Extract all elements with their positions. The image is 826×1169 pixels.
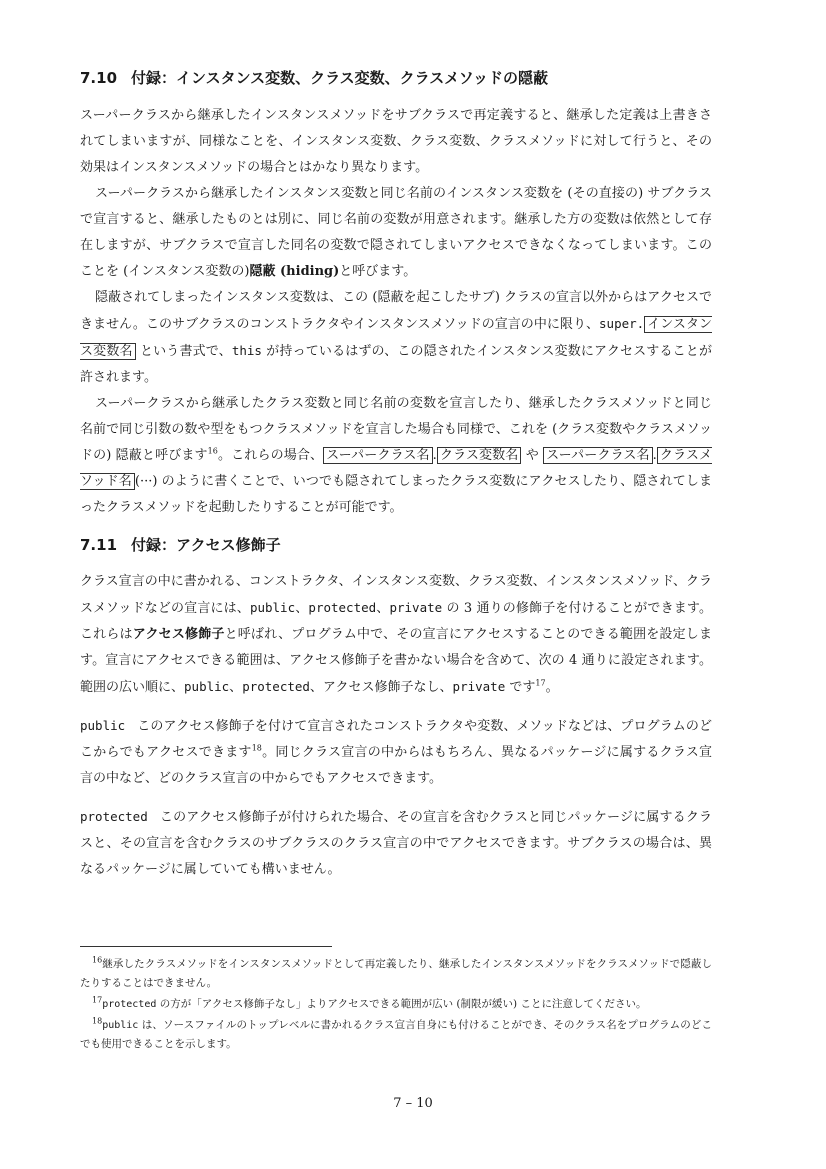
footnote-text: の方が「アクセス修飾子なし」よりアクセスできる範囲が広い (制限が緩い) ことに注意してください。	[156, 998, 647, 1010]
footnote-text: 継承したクラスメソッドをインスタンスメソッドとして再定義したり、継承したインスタンスメソッドをクラスメソッドで隠蔽したりすることはできません。	[80, 958, 712, 989]
text: 、アクセス修飾子なし、	[309, 680, 453, 695]
text: スーパークラスから継承したインスタンス変数と同じ名前のインスタンス変数を (その直接の) サブクラスで宣言すると、継承したものとは別に、同じ名前の変数が用意されます。継承した方の変数は依然として存在しますが、サブクラスで宣言した同名の変数で隠されてしまいアクセスできなくなってしまいます。このことを (インスタンス変数の)	[80, 186, 712, 279]
text: スーパークラスから継承したインスタンスメソッドをサブクラスで再定義すると、継承した定義は上書きされてしまいますが、同様なことを、インスタンス変数、クラス変数、クラスメソッドに対して行うと、その効果はインスタンスメソッドの場合とはかなり異なります。	[80, 108, 712, 175]
paragraph-4	[80, 391, 712, 521]
dot: .	[432, 448, 437, 463]
paragraph-3	[80, 285, 712, 391]
code-this: this	[231, 343, 262, 358]
code-private: private	[452, 679, 506, 694]
footnote-code: protected	[102, 999, 157, 1010]
section-number: 7.11	[80, 536, 118, 554]
footnotes	[80, 946, 712, 1056]
page-body	[80, 66, 712, 883]
paragraph-5	[80, 569, 712, 701]
page-number: 7 – 10	[393, 1096, 433, 1111]
boxed-placeholder: スーパークラス名	[323, 447, 432, 464]
section-7-11	[80, 533, 712, 883]
footnote-ref: 17	[535, 678, 546, 688]
footnote-17	[80, 995, 712, 1014]
text: スーパークラスから継承したクラス変数と同じ名前の変数を宣言したり、継承したクラスメソッドと同じ名前で同じ引数の数や型をもつクラスメソッドを宣言した場合も同様で、これを (クラス変数やクラスメソッドの) 隠蔽と呼びます	[80, 396, 712, 463]
text: や	[525, 448, 539, 463]
boxed-placeholder: インスタンス変数名	[80, 317, 712, 359]
code-super: super.	[599, 316, 645, 331]
text: クラス宣言の中に書かれる、コンストラクタ、インスタンス変数、クラス変数、インスタンスメソッド、クラスメソッドなどの宣言には、	[80, 574, 712, 616]
footnote-16	[80, 955, 712, 993]
text: このアクセス修飾子を付けて宣言されたコンストラクタや変数、メソッドなどは、プログラムのどこからでもアクセスできます	[80, 719, 712, 760]
footnote-mark: 16	[92, 955, 103, 965]
definition-public	[80, 713, 712, 792]
bold-term: 隠蔽 (hiding)	[249, 264, 340, 279]
text: と呼ばれ、プログラム中で、その宣言にアクセスすることのできる範囲を設定します。宣言にアクセスできる範囲は、アクセス修飾子を書かない場合を含めて、次の 4 通りに設定されます。範囲の広い順に、	[80, 627, 712, 695]
text: という書式で、	[139, 344, 232, 359]
text: 隠蔽されてしまったインスタンス変数は、この (隠蔽を起こしたサブ) クラスの宣言以外からはアクセスできません。このサブクラスのコンストラクタやインスタンスメソッドの宣言の中に限り、	[80, 290, 712, 332]
code-protected: protected	[308, 600, 377, 615]
footnote-text: は、ソースファイルのトップレベルに書かれるクラス宣言自身にも付けることができ、そのクラス名をプログラムのどこでも使用できることを示します。	[80, 1019, 712, 1050]
section-number: 7.10	[80, 69, 118, 87]
text: (···) のように書くことで、いつでも隠されてしまったクラス変数にアクセスしたり、隠されてしまったクラスメソッドを起動したりすることが可能です。	[80, 474, 712, 515]
section-7-10-heading	[80, 66, 712, 90]
text: このアクセス修飾子が付けられた場合、その宣言を含むクラスと同じパッケージに属するクラスと、その宣言を含むクラスのサブクラスのクラス宣言の中でアクセスできます。サブクラスの場合は、異なるパッケージに属していても構いません。	[80, 810, 712, 877]
definition-protected	[80, 804, 712, 883]
paragraph-2	[80, 181, 712, 285]
section-title: 付録：インスタンス変数、クラス変数、クラスメソッドの隠蔽	[131, 69, 549, 87]
section-title: 付録：アクセス修飾子	[131, 536, 281, 554]
code-public: public	[184, 679, 230, 694]
text: が持っているはずの、この隠されたインスタンス変数にアクセスすることが許されます。	[80, 344, 712, 385]
footnote-code: public	[102, 1020, 139, 1031]
footnote-mark: 18	[92, 1016, 103, 1026]
footnote-ref: 16	[207, 446, 218, 456]
term-protected: protected	[80, 809, 148, 824]
footnote-ref: 18	[251, 743, 262, 753]
text: の 3 通りの修飾子を付けることができます。これらは	[80, 601, 712, 642]
boxed-placeholder: クラス変数名	[437, 447, 522, 464]
text: 。同じクラス宣言の中からはもちろん、異なるパッケージに属するクラス宣言の中など、どのクラス宣言の中からでもアクセスできます。	[80, 745, 712, 786]
footnote-mark: 17	[92, 995, 103, 1005]
text: と呼びます。	[339, 264, 417, 279]
footnote-18	[80, 1016, 712, 1054]
footnote-rule	[80, 946, 332, 947]
text: です	[509, 680, 536, 695]
text: 、	[229, 680, 243, 695]
bold-term: アクセス修飾子	[132, 627, 225, 642]
code-protected: protected	[242, 679, 310, 694]
dot: .	[652, 448, 657, 463]
text: 、	[295, 601, 309, 616]
term-public: public	[80, 718, 126, 733]
code-private: private	[389, 600, 443, 615]
text: 、	[376, 601, 390, 616]
text: 。	[545, 680, 559, 695]
boxed-placeholder: スーパークラス名	[543, 447, 652, 464]
section-7-11-heading	[80, 533, 712, 557]
text: 。これらの場合、	[217, 448, 324, 463]
paragraph-1	[80, 103, 712, 181]
boxed-placeholder: クラスメソッド名	[80, 448, 712, 489]
code-public: public	[249, 600, 296, 615]
